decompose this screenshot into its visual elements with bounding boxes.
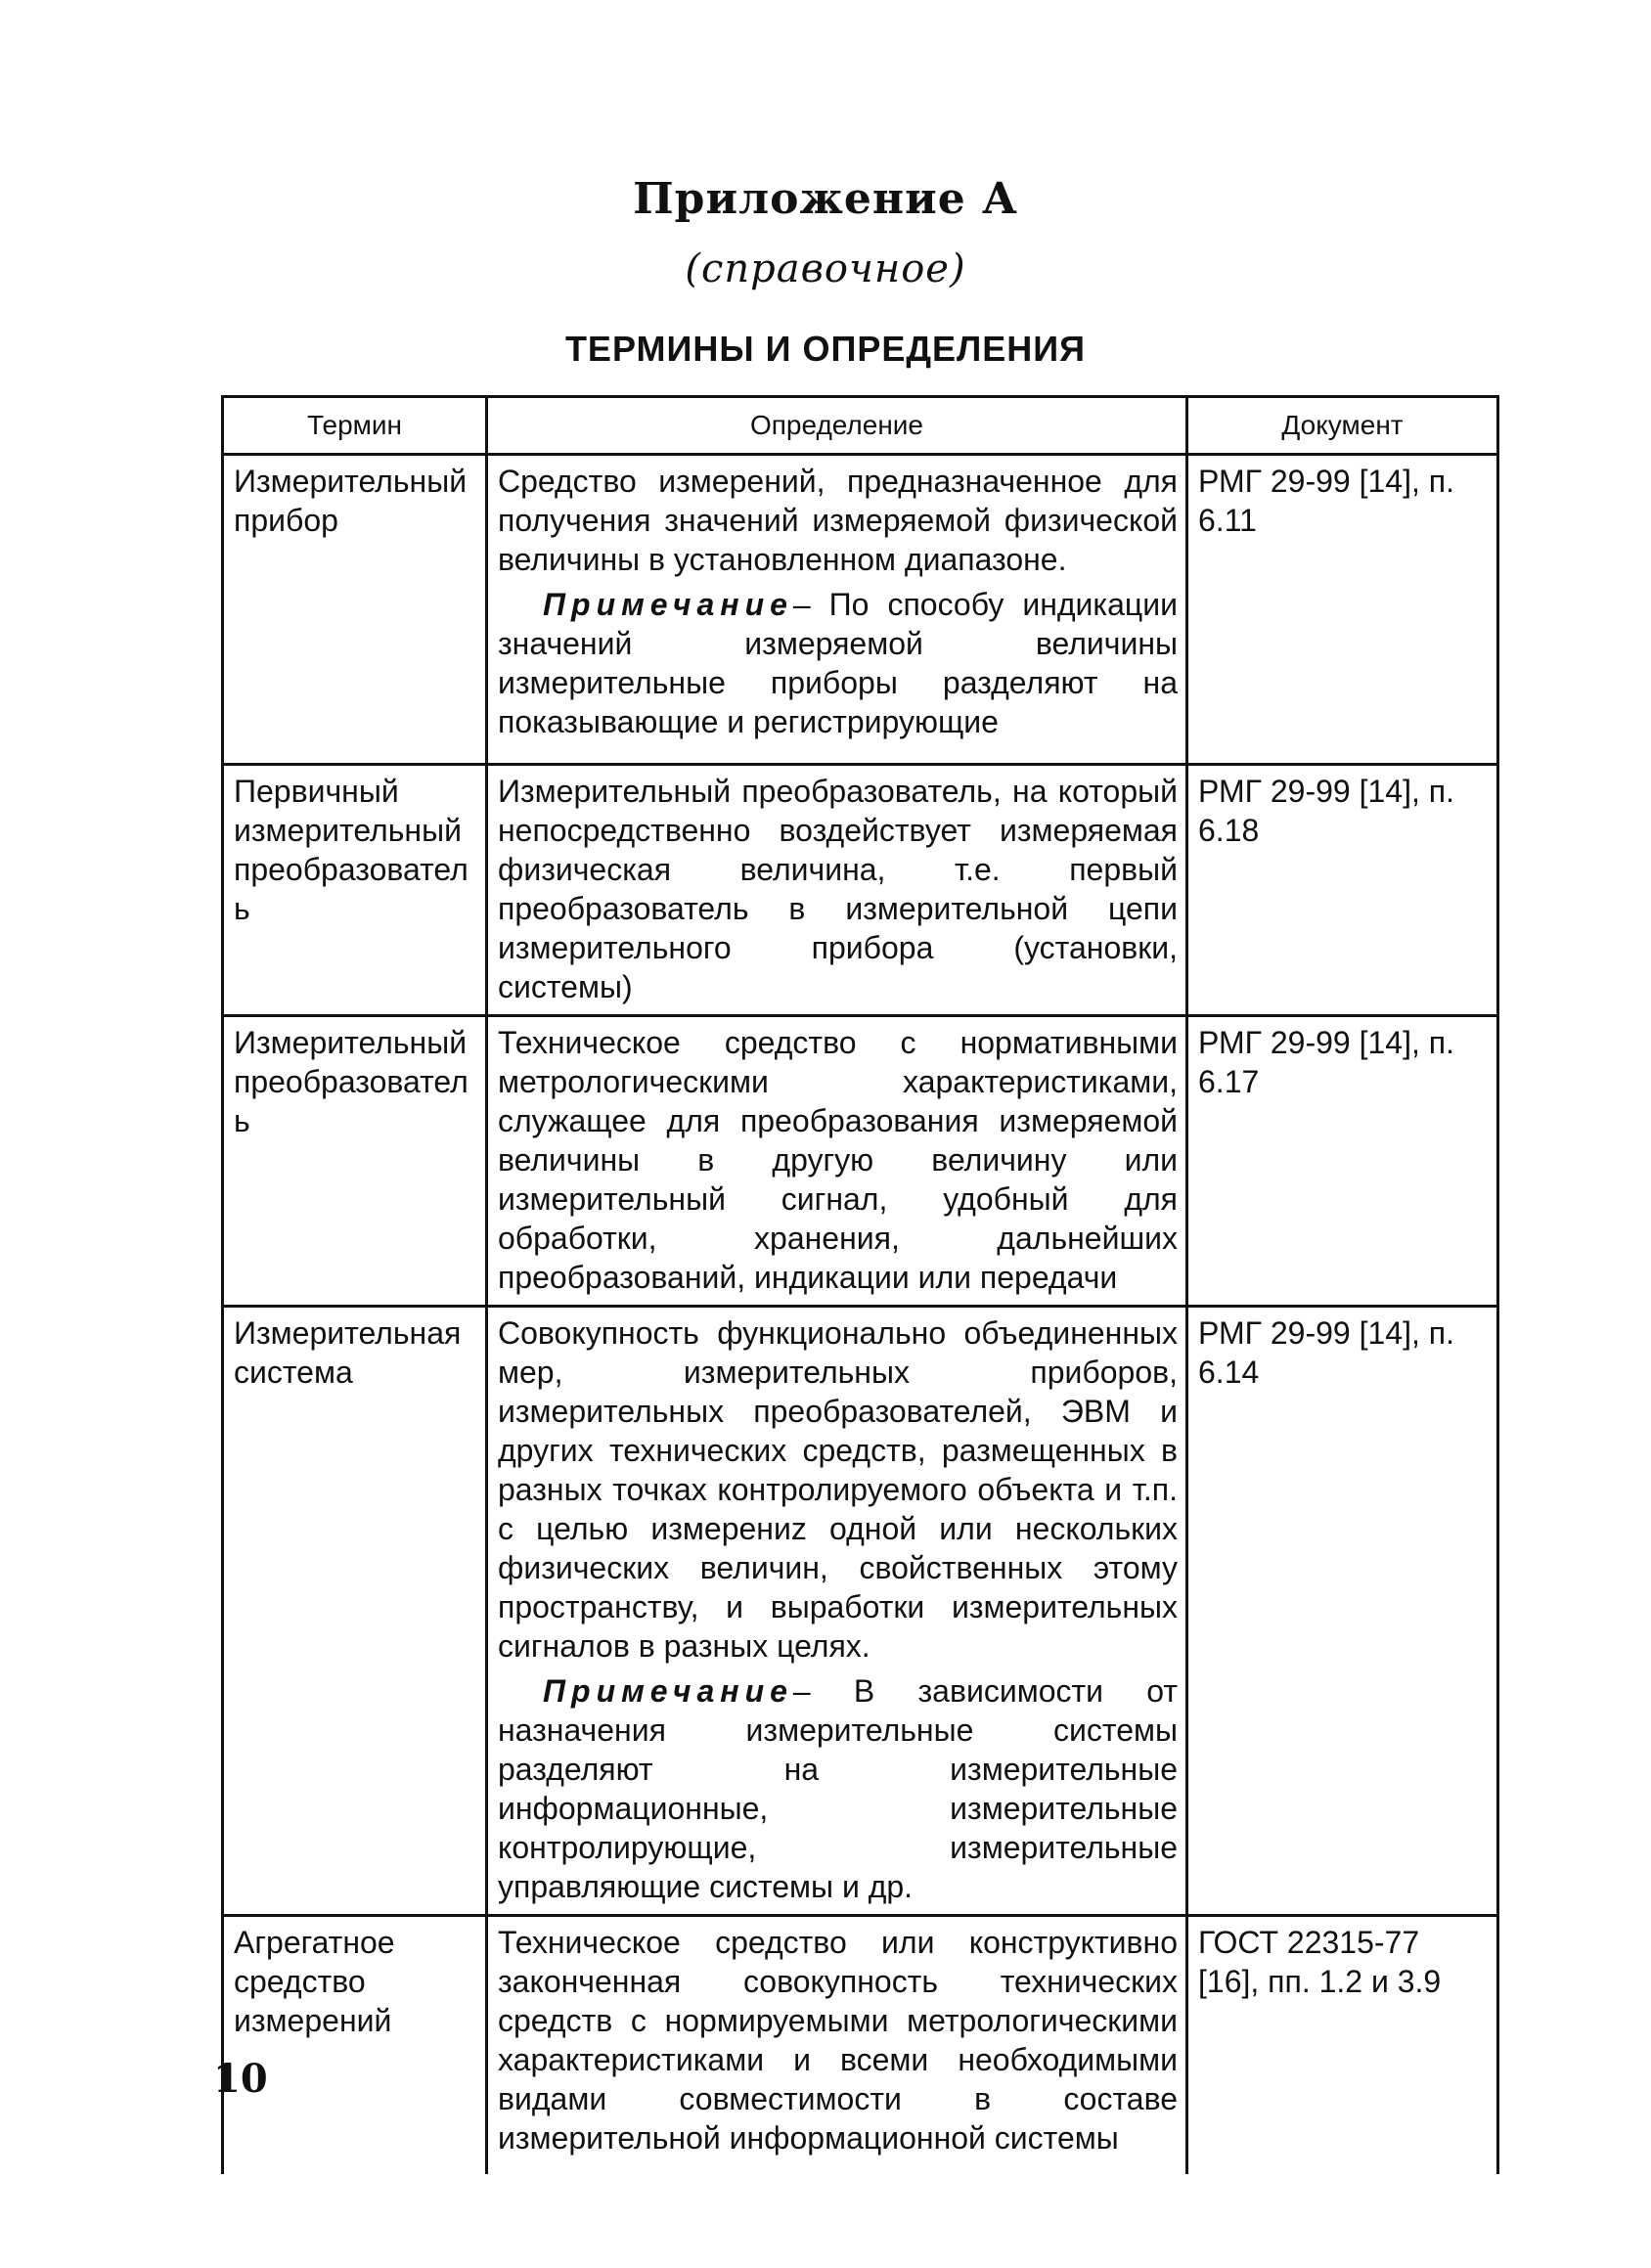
definition-text: Измерительный преобразователь, на который непосредственно воздействует измеряемая физическая величина, т.е. первый преобразователь в измерительной цепи измерительного прибора (установки, системы) <box>498 774 1178 1004</box>
header-definition: Определение <box>487 397 1187 455</box>
note-text: В зависимости от назначения измерительные системы разделяют на измерительные информационные, измерительные контролирующие, измерительные управляющие системы и др. <box>498 1673 1178 1904</box>
definition-cell <box>487 1307 1187 1916</box>
term-cell <box>223 1307 487 1916</box>
term-text: Агрегатное средство измерений <box>234 1925 395 2038</box>
term-text: Измерительный прибор <box>234 464 468 538</box>
document-ref: РМГ 29-99 [14], п. 6.17 <box>1198 1025 1454 1099</box>
table-row <box>223 765 1498 1016</box>
document-ref: ГОСТ 22315-77 [16], пп. 1.2 и 3.9 <box>1198 1925 1442 1999</box>
note-dash: – <box>792 587 811 622</box>
appendix-subtitle: (справочное) <box>685 246 966 291</box>
document-cell <box>1187 455 1498 765</box>
definition-text: Техническое средство с нормативными метрологическими характеристиками, служащее для преобразования измеряемой величины в другую величину или измерительный сигнал, удобный для обработки, хранения, дальнейших преобразований, индикации или передачи <box>498 1025 1178 1295</box>
header-term: Термин <box>223 397 487 455</box>
term-cell <box>223 1016 487 1307</box>
term-text: Измерительная система <box>234 1315 462 1390</box>
document-cell <box>1187 1307 1498 1916</box>
note <box>498 1671 1178 1906</box>
definition-cell <box>487 765 1187 1016</box>
section-title: ТЕРМИНЫ И ОПРЕДЕЛЕНИЯ <box>564 329 1087 369</box>
table-row <box>223 1307 1498 1916</box>
document-cell <box>1187 1916 1498 2174</box>
document-ref: РМГ 29-99 [14], п. 6.14 <box>1198 1315 1454 1390</box>
document-cell <box>1187 765 1498 1016</box>
note-text: По способу индикации значений измеряемой величины измерительные приборы разделяют на показывающие и регистрирующие <box>498 587 1178 739</box>
table-row <box>223 455 1498 765</box>
appendix-title: Приложение А <box>633 174 1018 224</box>
document-ref: РМГ 29-99 [14], п. 6.11 <box>1198 464 1454 538</box>
definition-cell <box>487 455 1187 765</box>
term-cell <box>223 1916 487 2174</box>
note-label: Примечание <box>543 1673 793 1709</box>
header-document: Документ <box>1187 397 1498 455</box>
term-text: Измерительный преобразователь <box>234 1025 469 1138</box>
term-cell <box>223 765 487 1016</box>
definition-text: Средство измерений, предназначенное для получения значений измеряемой физической величины в установленном диапазоне. <box>498 464 1178 577</box>
definition-text: Совокупность функционально объединенных мер, измерительных приборов, измерительных преобразователей, ЭВМ и других технических средств, размещенных в разных точках контролируемого объекта и т.п. с целью измерениz одной или нескольких физических величин, свойственных этому пространству, и выработки измерительных сигналов в разных целях. <box>498 1315 1178 1664</box>
definition-cell <box>487 1916 1187 2174</box>
definition-text: Техническое средство или конструктивно законченная совокупность технических средств с нормируемыми метрологическими характеристиками и всеми необходимыми видами совместимости в составе измерительной информационной системы <box>498 1925 1178 2156</box>
document-cell <box>1187 1016 1498 1307</box>
note <box>498 585 1178 741</box>
note-dash: – <box>792 1673 811 1709</box>
document-ref: РМГ 29-99 [14], п. 6.18 <box>1198 774 1454 848</box>
table-header-row <box>223 397 1498 455</box>
note-label: Примечание <box>543 587 793 622</box>
term-text: Первичный измерительный преобразователь <box>234 774 469 926</box>
page-number: 10 <box>213 2056 268 2102</box>
table-row <box>223 1916 1498 2174</box>
terms-table <box>221 395 1499 2174</box>
table-row <box>223 1016 1498 1307</box>
term-cell <box>223 455 487 765</box>
definition-cell <box>487 1016 1187 1307</box>
